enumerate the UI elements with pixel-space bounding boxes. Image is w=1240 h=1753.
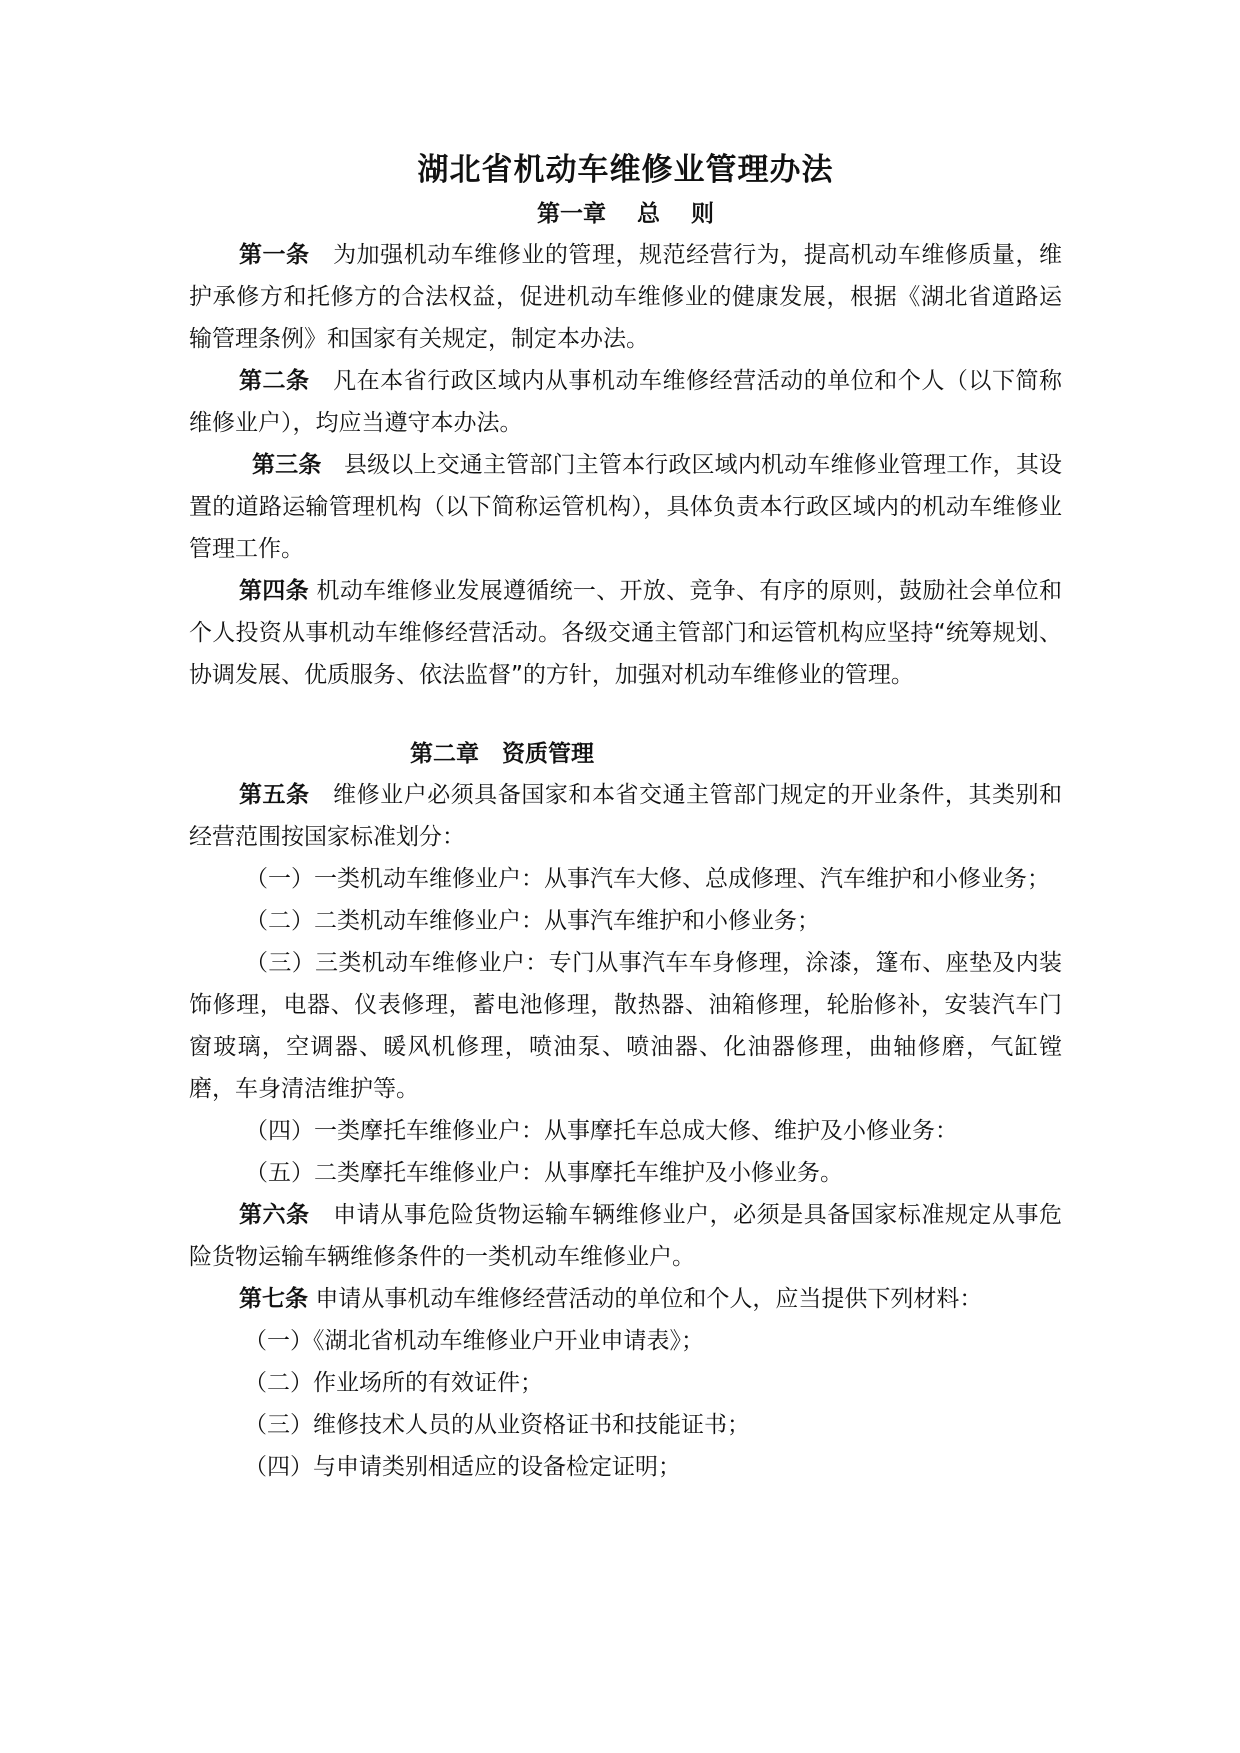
article-2 xyxy=(189,360,1062,444)
article-3-label: 第三条 xyxy=(252,452,322,478)
article-7 xyxy=(189,1278,1062,1320)
article-5 xyxy=(189,774,1062,858)
article-5-item: （一）一类机动车维修业户：从事汽车大修、总成修理、汽车维护和小修业务； xyxy=(245,866,1050,892)
article-4-text: 机动车维修业发展遵循统一、开放、竞争、有序的原则，鼓励社会单位和个人投资从事机动车维修经营活动。各级交通主管部门和运管机构应坚持“统筹规划、协调发展、优质服务、依法监督”的方针，加强对机动车维修业的管理。 xyxy=(189,578,1063,688)
article-5-item: （三）三类机动车维修业户：专门从事汽车车身修理，涂漆，篷布、座垫及内装饰修理，电器、仪表修理，蓄电池修理，散热器、油箱修理，轮胎修补，安装汽车门窗玻璃，空调器、暖风机修理，喷油泵、喷油器、化油器修理，曲轴修磨，气缸镗磨，车身清洁维护等。 xyxy=(189,950,1062,1102)
article-5-label: 第五条 xyxy=(239,782,310,808)
article-2-label: 第二条 xyxy=(239,368,310,394)
article-1 xyxy=(189,234,1062,360)
article-6-text: 申请从事危险货物运输车辆维修业户，必须是具备国家标准规定从事危险货物运输车辆维修条件的一类机动车维修业户。 xyxy=(189,1202,1063,1270)
article-3 xyxy=(189,444,1062,570)
article-7-item: （二）作业场所的有效证件； xyxy=(244,1370,543,1396)
article-5-item: （二）二类机动车维修业户：从事汽车维护和小修业务； xyxy=(245,908,820,934)
article-5-item: （五）二类摩托车维修业户：从事摩托车维护及小修业务。 xyxy=(245,1160,843,1186)
article-5-text: 维修业户必须具备国家和本省交通主管部门规定的开业条件，其类别和经营范围按国家标准划分： xyxy=(189,782,1063,850)
document-page xyxy=(189,150,1062,1488)
article-2-text: 凡在本省行政区域内从事机动车维修经营活动的单位和个人（以下简称维修业户），均应当遵守本办法。 xyxy=(189,368,1063,436)
article-3-text: 县级以上交通主管部门主管本行政区域内机动车维修业管理工作，其设置的道路运输管理机构（以下简称运管机构），具体负责本行政区域内的机动车维修业管理工作。 xyxy=(189,452,1063,562)
chapter-2-heading: 第二章 资质管理 xyxy=(410,741,594,767)
chapter-1-heading: 第一章 总 则 xyxy=(536,201,714,227)
document-title: 湖北省机动车维修业管理办法 xyxy=(417,152,834,188)
article-1-label: 第一条 xyxy=(239,242,310,268)
article-7-text: 申请从事机动车维修经营活动的单位和个人，应当提供下列材料： xyxy=(315,1286,983,1312)
article-4-label: 第四条 xyxy=(239,578,309,604)
article-5-item: （四）一类摩托车维修业户：从事摩托车总成大修、维护及小修业务： xyxy=(245,1118,958,1144)
article-7-item: （三）维修技术人员的从业资格证书和技能证书； xyxy=(244,1412,750,1438)
article-7-item: （四）与申请类别相适应的设备检定证明； xyxy=(244,1454,681,1480)
article-1-text: 为加强机动车维修业的管理，规范经营行为，提高机动车维修质量，维护承修方和托修方的合法权益，促进机动车维修业的健康发展，根据《湖北省道路运输管理条例》和国家有关规定，制定本办法。 xyxy=(189,242,1063,352)
article-7-label: 第七条 xyxy=(239,1286,308,1312)
article-6-label: 第六条 xyxy=(239,1202,310,1228)
article-4 xyxy=(189,570,1062,696)
article-7-item: （一）《湖北省机动车维修业户开业申请表》； xyxy=(244,1328,704,1354)
article-6 xyxy=(189,1194,1062,1278)
